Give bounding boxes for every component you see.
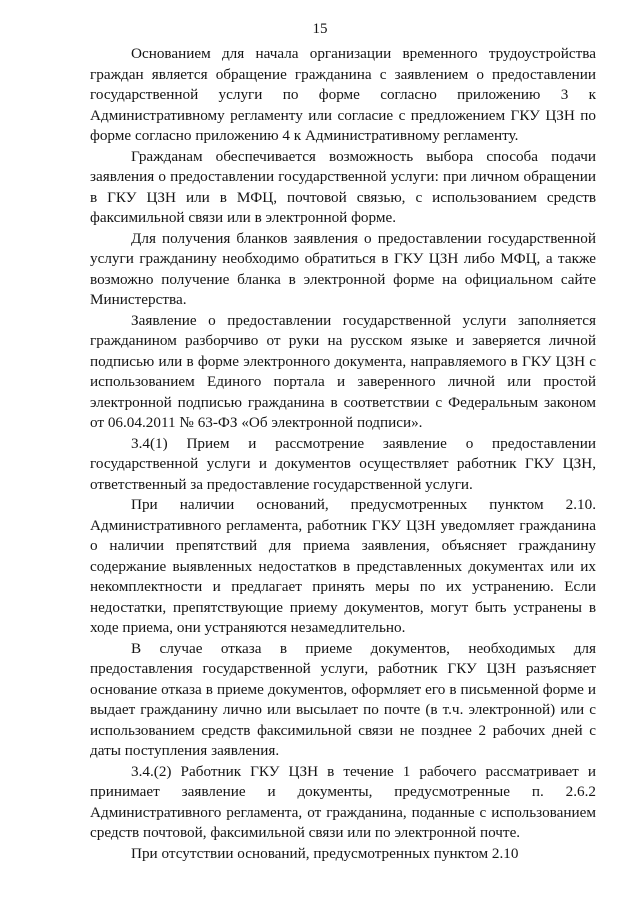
paragraph-section-3-4-2: 3.4.(2) Работник ГКУ ЦЗН в течение 1 рабочего рассматривает и принимает заявление и документы, предусмотренные п. 2.6.2 Административного регламента, от гражданина, поданные с использованием средств почтовой, факсимильной связи или по электронной почте.: [90, 762, 596, 841]
page-number: 15: [312, 21, 328, 37]
paragraph-application-filling: Заявление о предоставлении государственной услуги заполняется гражданином разборчиво от руки на русском языке и заверяется личной подписью или в форме электронного документа, направляемого в ГКУ ЦЗН с использованием Единого портала и заверенного личной или простой электронной подписью гражданина в соответствии с Федеральным законом от 06.04.2011 № 63-ФЗ «Об электронной подписи».: [90, 311, 596, 431]
paragraph-grounds-notification: При наличии оснований, предусмотренных пунктом 2.10. Административного регламента, работник ГКУ ЦЗН уведомляет гражданина о наличии препятствий для приема заявления, объясняет гражданину содержание выявленных недостатков в представленных документах или их некомплектности и предлагает принять меры по их устранению. Если недостатки, препятствующие приему документов, могут быть устранены в ходе приема, они устраняются незамедлительно.: [90, 496, 596, 636]
paragraph-section-3-4-1: 3.4(1) Прием и рассмотрение заявление о предоставлении государственной услуги и документов осуществляет работник ГКУ ЦЗН, ответственный за предоставление государственной услуги.: [90, 434, 596, 493]
document-body: [90, 44, 596, 864]
paragraph-submission-methods: Гражданам обеспечивается возможность выбора способа подачи заявления о предоставлении государственной услуги: при личном обращении в ГКУ ЦЗН или в МФЦ, почтовой связью, с использованием средств факсимильной связи или в электронной форме.: [90, 147, 596, 226]
paragraph-absence-of-grounds: При отсутствии оснований, предусмотренных пунктом 2.10: [131, 844, 519, 862]
paragraph-basis-for-employment: Основанием для начала организации временного трудоустройства граждан является обращение гражданина с заявлением о предоставлении государственной услуги по форме согласно приложению 3 к Административному регламенту или согласие с предложением ГКУ ЦЗН по форме согласно приложению 4 к Административному регламенту.: [90, 45, 596, 144]
paragraph-refusal-case: В случае отказа в приеме документов, необходимых для предоставления государственной услуги, работник ГКУ ЦЗН разъясняет основание отказа в приеме документов, оформляет его в письменной форме и выдает гражданину лично или высылает по почте (в т.ч. электронной) или с использованием средств факсимильной связи не позднее 2 рабочих дней с даты поступления заявления.: [90, 639, 596, 759]
paragraph-application-forms: Для получения бланков заявления о предоставлении государственной услуги гражданину необходимо обратиться в ГКУ ЦЗН либо МФЦ, а также возможно получение бланка в электронной форме на официальном сайте Министерства.: [90, 229, 596, 308]
